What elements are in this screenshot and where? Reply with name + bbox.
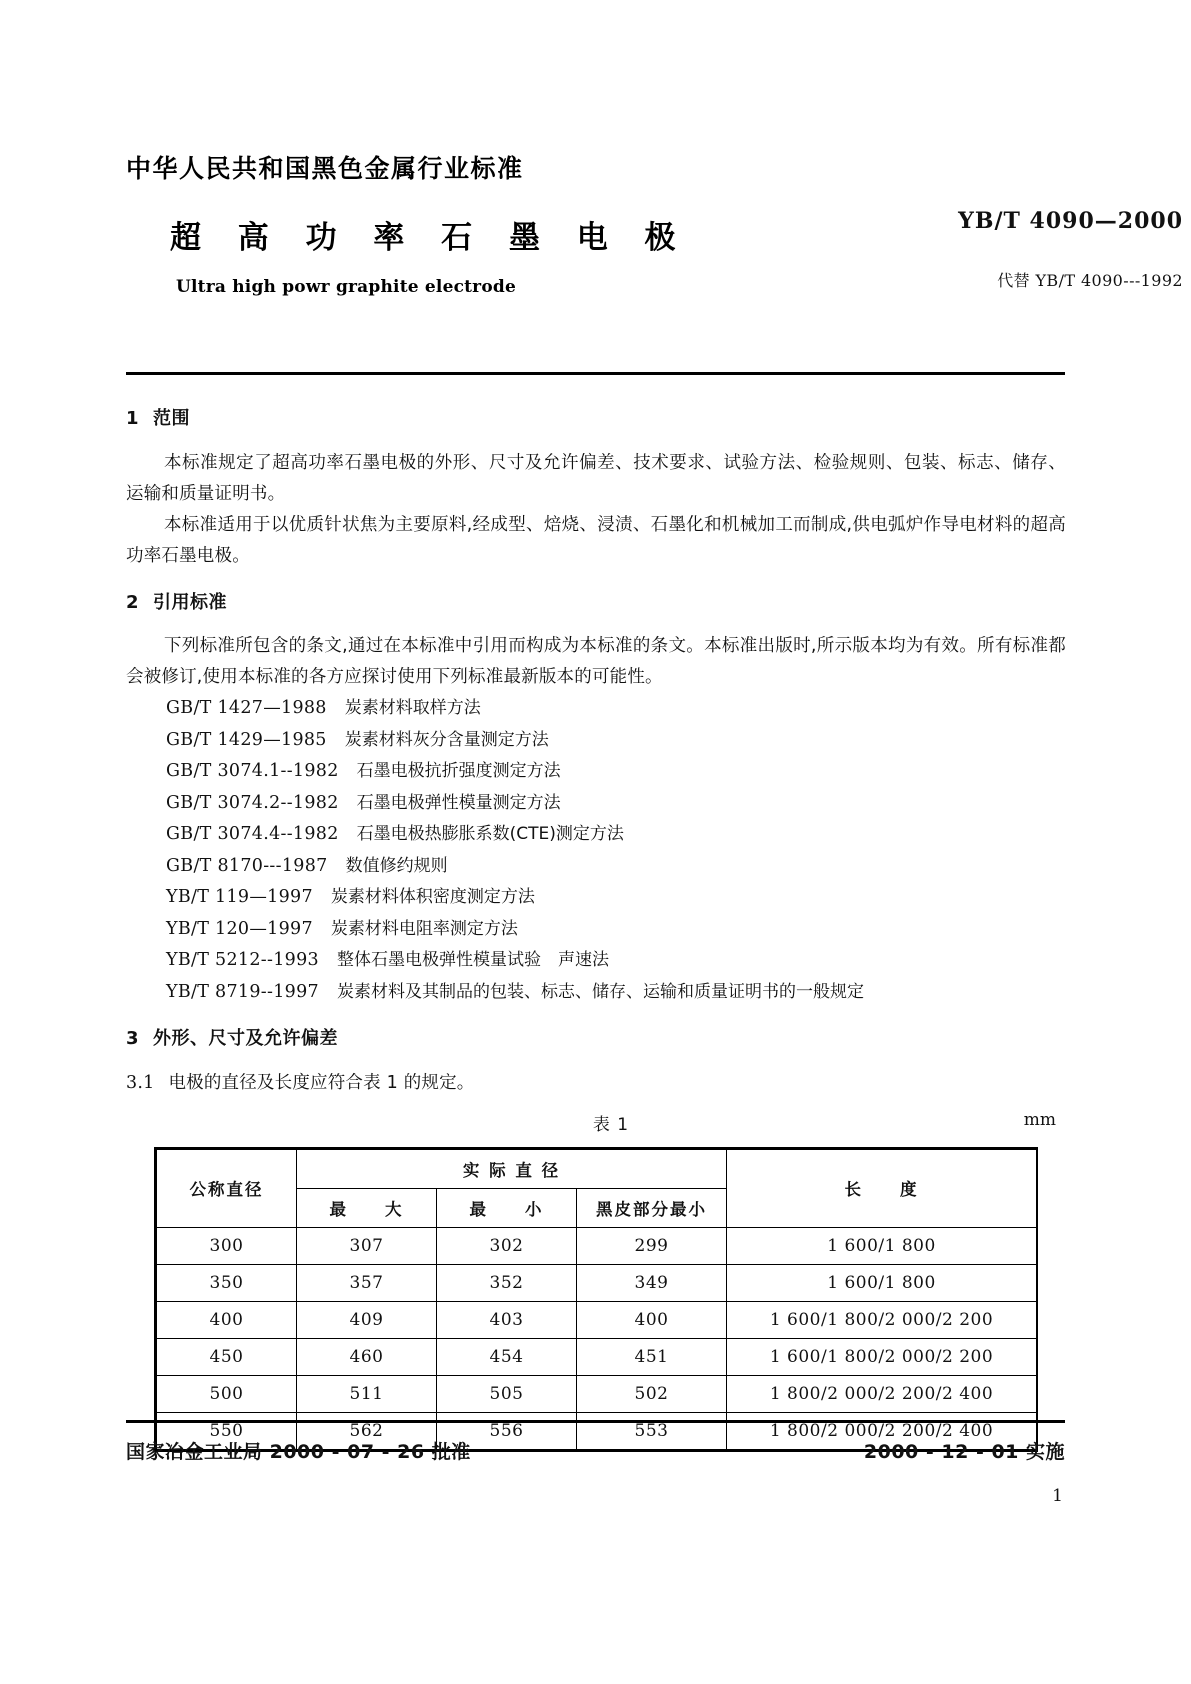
cell-nominal: 350 bbox=[157, 1264, 297, 1301]
reference-title: 炭素材料灰分含量测定方法 bbox=[344, 729, 549, 750]
cell-max: 409 bbox=[297, 1301, 437, 1338]
reference-title: 数值修约规则 bbox=[345, 855, 448, 876]
issuing-organization: 中华人民共和国黑色金属行业标准 bbox=[126, 154, 524, 183]
cell-min: 403 bbox=[437, 1301, 577, 1338]
list-item bbox=[166, 756, 1066, 788]
page-number: 1 bbox=[1052, 1486, 1063, 1506]
cell-black-min: 299 bbox=[577, 1227, 727, 1264]
clause-3-1 bbox=[126, 1068, 1066, 1098]
reference-title: 石墨电极弹性模量测定方法 bbox=[356, 792, 561, 813]
table-1-unit: mm bbox=[1023, 1109, 1056, 1130]
cell-black-min: 553 bbox=[577, 1412, 727, 1449]
cell-max: 357 bbox=[297, 1264, 437, 1301]
reference-code: GB/T 3074.4--1982 bbox=[166, 824, 339, 845]
th-actual-diameter: 实 际 直 径 bbox=[297, 1149, 727, 1188]
reference-title: 炭素材料取样方法 bbox=[344, 698, 481, 719]
table-1-body bbox=[157, 1227, 1037, 1449]
reference-title: 石墨电极抗折强度测定方法 bbox=[356, 761, 561, 782]
cell-nominal: 550 bbox=[157, 1412, 297, 1449]
reference-title: 炭素材料及其制品的包装、标志、储存、运输和质量证明书的一般规定 bbox=[336, 981, 864, 1002]
cell-min: 302 bbox=[437, 1227, 577, 1264]
cell-min: 352 bbox=[437, 1264, 577, 1301]
spacer bbox=[126, 430, 1066, 448]
reference-title: 整体石墨电极弹性模量试验 声速法 bbox=[336, 950, 609, 971]
th-black-skin-min: 黑皮部分最小 bbox=[577, 1188, 727, 1227]
table-row bbox=[157, 1338, 1037, 1375]
cell-nominal: 500 bbox=[157, 1375, 297, 1412]
cell-nominal: 400 bbox=[157, 1301, 297, 1338]
th-length: 长 度 bbox=[727, 1149, 1037, 1227]
list-item bbox=[166, 851, 1066, 883]
reference-code: GB/T 8170---1987 bbox=[166, 855, 328, 876]
spacer bbox=[126, 1050, 1066, 1068]
table-1-border bbox=[154, 1147, 1038, 1452]
reference-title: 炭素材料电阻率测定方法 bbox=[330, 918, 518, 939]
reference-title: 炭素材料体积密度测定方法 bbox=[330, 887, 535, 908]
cell-max: 511 bbox=[297, 1375, 437, 1412]
list-item bbox=[166, 882, 1066, 914]
table-row bbox=[157, 1264, 1037, 1301]
cell-black-min: 502 bbox=[577, 1375, 727, 1412]
reference-code: YB/T 5212--1993 bbox=[166, 950, 319, 971]
list-item bbox=[166, 693, 1066, 725]
section-1-paragraph-2: 本标准适用于以优质针状焦为主要原料,经成型、焙烧、浸渍、石墨化和机械加工而制成,供电弧炉作导电材料的超高功率石墨电极。 bbox=[126, 514, 1066, 566]
list-item bbox=[166, 945, 1066, 977]
reference-code: YB/T 8719--1997 bbox=[166, 981, 319, 1002]
reference-title: 石墨电极热膨胀系数(CTE)测定方法 bbox=[356, 824, 624, 845]
table-1-container bbox=[126, 1110, 1066, 1452]
cell-length: 1 600/1 800 bbox=[727, 1264, 1037, 1301]
list-item bbox=[166, 725, 1066, 757]
reference-code: YB/T 120—1997 bbox=[166, 918, 313, 939]
implementation-statement: 2000 - 12 - 01 实施 bbox=[863, 1441, 1065, 1463]
section-2-title: 引用标准 bbox=[153, 591, 228, 613]
th-max: 最 大 bbox=[297, 1188, 437, 1227]
list-item bbox=[166, 914, 1066, 946]
document-body bbox=[126, 408, 1066, 1452]
reference-code: GB/T 1429—1985 bbox=[166, 729, 327, 750]
table-1 bbox=[156, 1149, 1037, 1450]
table-1-head bbox=[157, 1149, 1037, 1227]
spacer bbox=[126, 613, 1066, 631]
footer-row bbox=[126, 1437, 1065, 1464]
spacer bbox=[126, 1008, 1066, 1028]
cell-max: 460 bbox=[297, 1338, 437, 1375]
cell-length: 1 800/2 000/2 200/2 400 bbox=[727, 1375, 1037, 1412]
cell-black-min: 349 bbox=[577, 1264, 727, 1301]
standard-title-cn: 超 高 功 率 石 墨 电 极 bbox=[170, 219, 689, 256]
standard-replaces: 代替 YB/T 4090---1992 bbox=[997, 271, 1183, 290]
list-item bbox=[166, 788, 1066, 820]
reference-code: GB/T 3074.1--1982 bbox=[166, 761, 339, 782]
reference-code: GB/T 3074.2--1982 bbox=[166, 792, 339, 813]
cell-length: 1 600/1 800 bbox=[727, 1227, 1037, 1264]
section-3-title: 外形、尺寸及允许偏差 bbox=[153, 1028, 339, 1050]
cell-nominal: 450 bbox=[157, 1338, 297, 1375]
reference-code: YB/T 119—1997 bbox=[166, 887, 313, 908]
header-divider-rule bbox=[126, 372, 1065, 375]
list-item bbox=[166, 819, 1066, 851]
table-row bbox=[157, 1375, 1037, 1412]
cell-max: 307 bbox=[297, 1227, 437, 1264]
th-min: 最 小 bbox=[437, 1188, 577, 1227]
section-2-number: 2 bbox=[126, 591, 140, 613]
section-1-title: 范围 bbox=[153, 408, 191, 429]
clause-3-1-text: 电极的直径及长度应符合表 1 的规定。 bbox=[168, 1072, 475, 1093]
list-item bbox=[166, 977, 1066, 1009]
cell-black-min: 451 bbox=[577, 1338, 727, 1375]
section-1-paragraph-1: 本标准规定了超高功率石墨电极的外形、尺寸及允许偏差、技术要求、试验方法、检验规则、包装、标志、储存、运输和质量证明书。 bbox=[126, 452, 1066, 504]
cell-min: 505 bbox=[437, 1375, 577, 1412]
table-header-row bbox=[157, 1149, 1037, 1188]
page-footer bbox=[126, 1420, 1065, 1506]
cell-min: 556 bbox=[437, 1412, 577, 1449]
cell-length: 1 800/2 000/2 200/2 400 bbox=[727, 1412, 1037, 1449]
table-1-caption: 表 1 bbox=[592, 1114, 630, 1135]
approval-statement: 国家冶金工业局 2000 - 07 - 26 批准 bbox=[126, 1441, 471, 1463]
standard-code: YB/T 4090—2000 bbox=[958, 208, 1183, 234]
section-3-number: 3 bbox=[126, 1028, 140, 1050]
cell-length: 1 600/1 800/2 000/2 200 bbox=[727, 1301, 1037, 1338]
referenced-standards-list bbox=[126, 693, 1066, 1008]
reference-code: GB/T 1427—1988 bbox=[166, 698, 327, 719]
cell-min: 454 bbox=[437, 1338, 577, 1375]
section-3-heading bbox=[126, 1028, 1066, 1050]
section-1-heading bbox=[126, 408, 1066, 430]
standard-title-en: Ultra high powr graphite electrode bbox=[176, 276, 516, 297]
cell-length: 1 600/1 800/2 000/2 200 bbox=[727, 1338, 1037, 1375]
table-row bbox=[157, 1227, 1037, 1264]
clause-3-1-number: 3.1 bbox=[126, 1072, 155, 1093]
section-1-number: 1 bbox=[126, 408, 140, 429]
spacer bbox=[126, 572, 1066, 592]
footer-divider-rule bbox=[126, 1420, 1065, 1423]
section-2-paragraph-1: 下列标准所包含的条文,通过在本标准中引用而构成为本标准的条文。本标准出版时,所示版本均为有效。所有标准都会被修订,使用本标准的各方应探讨使用下列标准最新版本的可能性。 bbox=[126, 636, 1066, 688]
cell-max: 562 bbox=[297, 1412, 437, 1449]
table-row bbox=[157, 1301, 1037, 1338]
cell-black-min: 400 bbox=[577, 1301, 727, 1338]
th-nominal-diameter: 公称直径 bbox=[157, 1149, 297, 1227]
cell-nominal: 300 bbox=[157, 1227, 297, 1264]
section-2-heading bbox=[126, 592, 1066, 614]
